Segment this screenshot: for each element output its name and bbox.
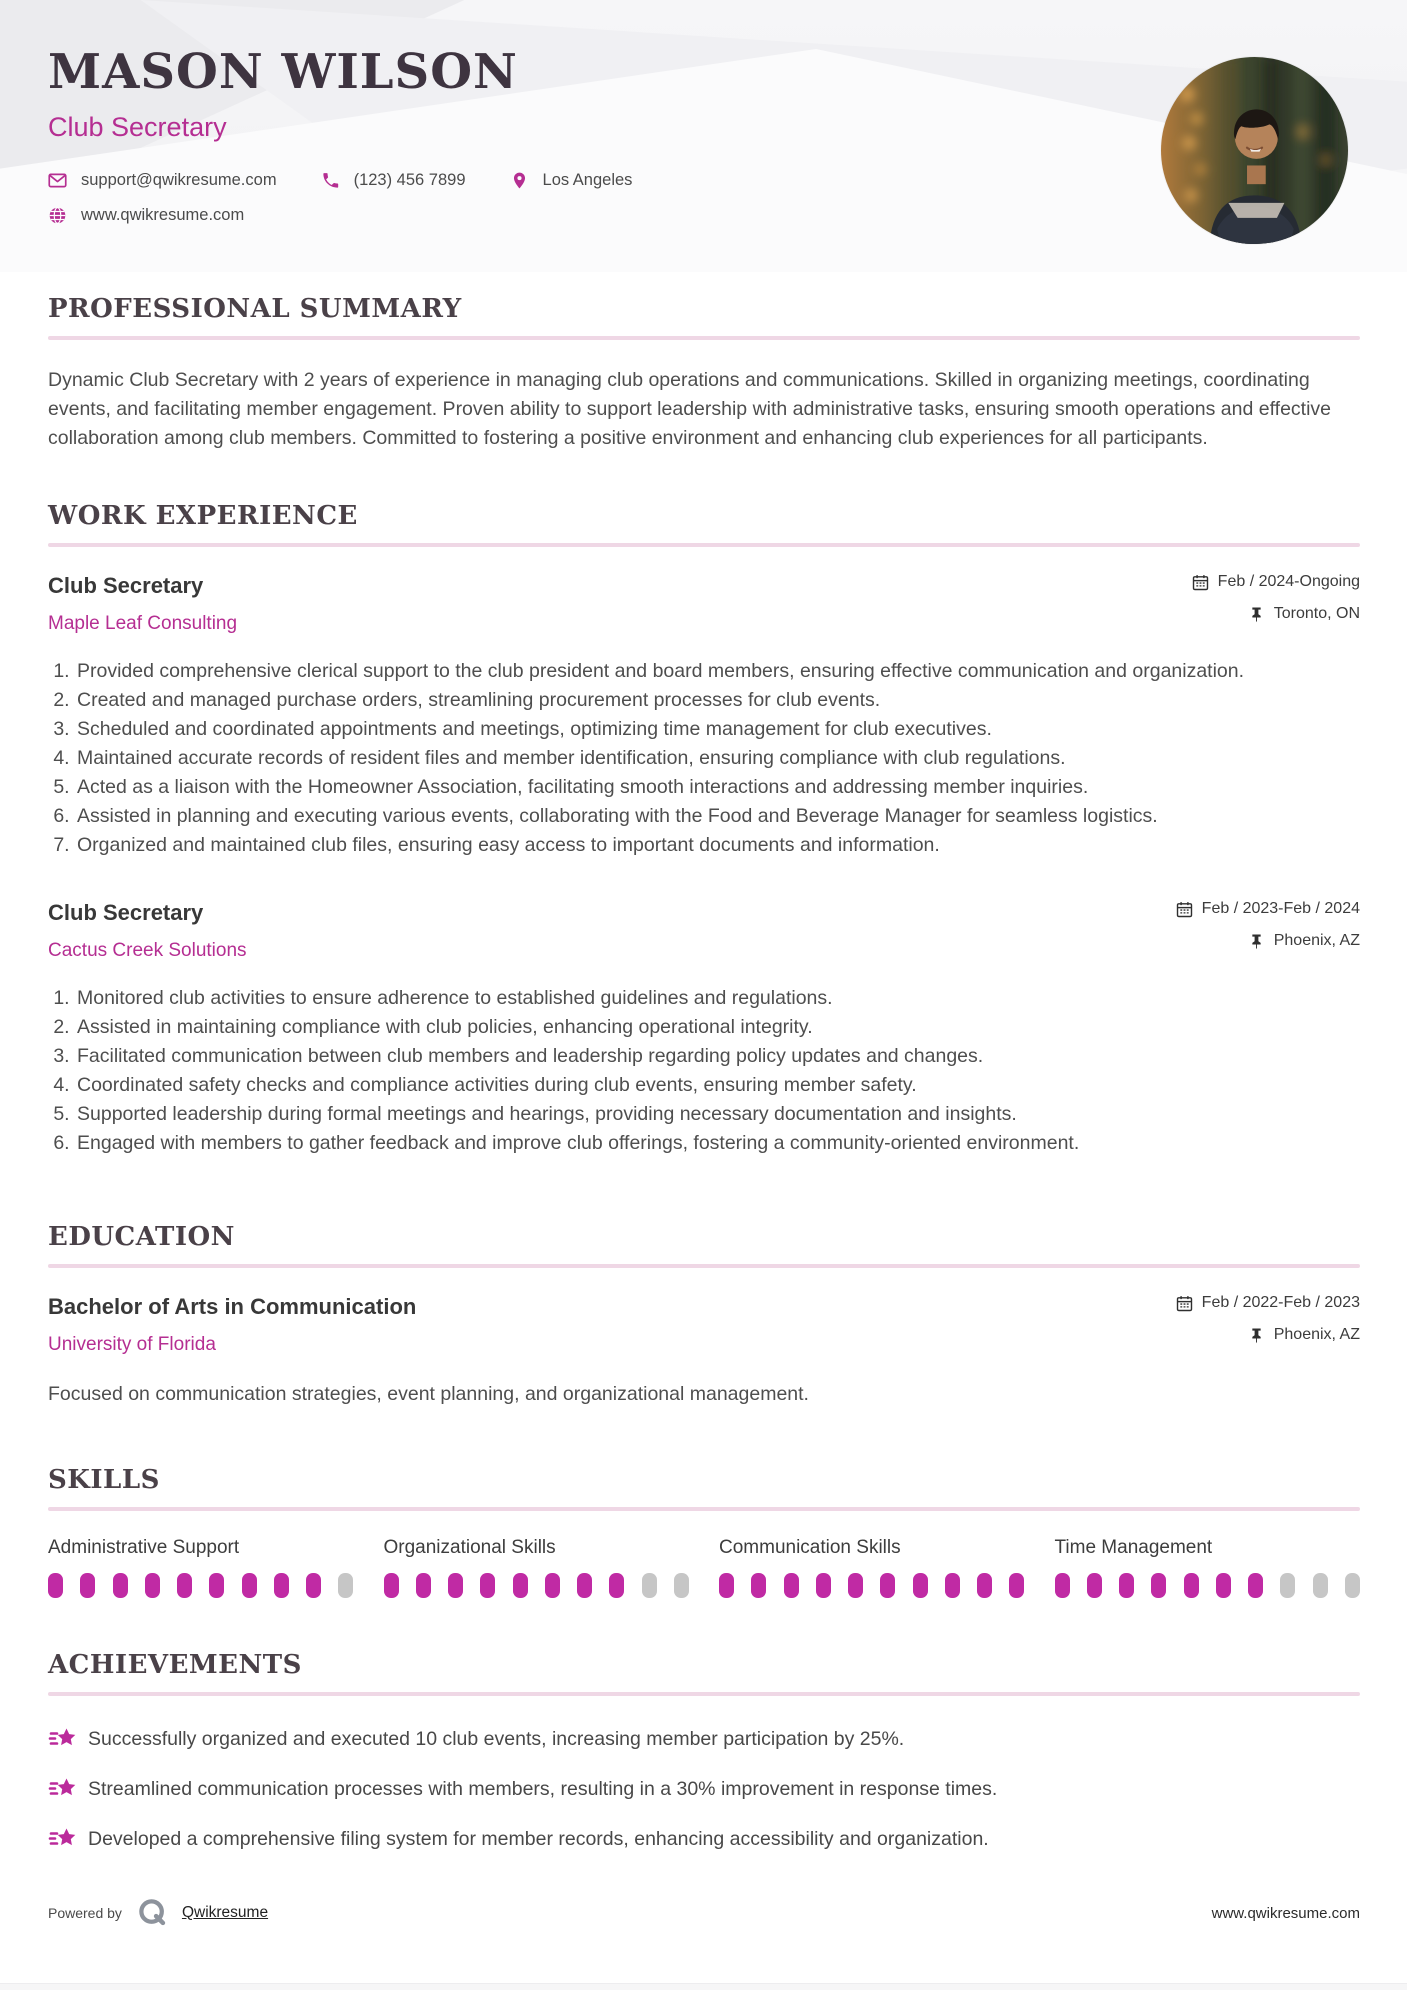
section-divider <box>48 543 1360 547</box>
job-title: Club Secretary <box>48 573 204 598</box>
section-divider <box>48 1507 1360 1511</box>
skill-dot <box>1248 1573 1263 1598</box>
powered-by-label: Powered by <box>48 1905 122 1921</box>
skill-dot <box>1151 1573 1166 1598</box>
skill-name: Time Management <box>1054 1537 1213 1558</box>
job-bullet: 4. Coordinated safety checks and compliance activities during club events, ensuring member safety. <box>75 1071 1360 1100</box>
skill-dot <box>113 1573 128 1598</box>
job-company: Cactus Creek Solutions <box>48 940 247 961</box>
skill-name: Organizational Skills <box>383 1537 556 1558</box>
skill-dot <box>784 1573 799 1598</box>
skill-dot <box>1087 1573 1102 1598</box>
school-name: University of Florida <box>48 1334 216 1355</box>
achievement-item: Developed a comprehensive filing system for member records, enhancing accessibility and organization. <box>48 1824 1360 1854</box>
skills-grid <box>48 1537 1360 1598</box>
skill-dot <box>977 1573 992 1598</box>
contact-website[interactable] <box>48 206 244 225</box>
skill-dot <box>145 1573 160 1598</box>
education-heading: EDUCATION <box>48 1222 235 1252</box>
person-name: MASON WILSON <box>48 44 518 100</box>
skill-item <box>1055 1537 1361 1598</box>
skill-dot <box>1184 1573 1199 1598</box>
skill-dot <box>306 1573 321 1598</box>
skill-dot <box>1216 1573 1231 1598</box>
person-job-title: Club Secretary <box>48 112 227 142</box>
job-bullet: 2. Assisted in maintaining compliance with club policies, enhancing operational integrity. <box>75 1013 1360 1042</box>
section-skills <box>48 1465 1360 1598</box>
section-education <box>48 1222 1360 1409</box>
skill-dot <box>1280 1573 1295 1598</box>
job-entry <box>48 900 1360 1158</box>
globe-icon <box>48 206 67 225</box>
header <box>0 0 1407 250</box>
skill-dot <box>80 1573 95 1598</box>
skill-dot <box>545 1573 560 1598</box>
bottom-strip <box>0 1983 1407 1990</box>
skill-dot <box>945 1573 960 1598</box>
phone-icon <box>321 171 340 190</box>
skill-dot <box>848 1573 863 1598</box>
achievement-item: Streamlined communication processes with members, resulting in a 30% improvement in response times. <box>48 1774 1360 1804</box>
skill-level-bar <box>48 1573 354 1598</box>
achievement-star-icon <box>48 1824 78 1854</box>
skill-level-bar <box>1055 1573 1361 1598</box>
skill-dot <box>448 1573 463 1598</box>
experience-heading: WORK EXPERIENCE <box>48 501 358 531</box>
job-bullet: 6. Engaged with members to gather feedback and improve club offerings, fostering a community-oriented environment. <box>75 1129 1360 1158</box>
skill-dot <box>913 1573 928 1598</box>
skill-dot <box>480 1573 495 1598</box>
resume-body <box>0 294 1407 1854</box>
degree-title: Bachelor of Arts in Communication <box>48 1294 417 1319</box>
skill-dot <box>719 1573 734 1598</box>
email-text: support@qwikresume.com <box>81 171 277 189</box>
skill-dot <box>642 1573 657 1598</box>
job-bullet: 3. Facilitated communication between club members and leadership regarding policy updates and changes. <box>75 1042 1360 1071</box>
achievement-star-icon <box>48 1774 78 1804</box>
website-text: www.qwikresume.com <box>81 206 245 224</box>
skill-dot <box>1009 1573 1024 1598</box>
job-entry <box>48 573 1360 860</box>
skill-item <box>48 1537 354 1598</box>
skill-dot <box>1119 1573 1134 1598</box>
skill-dot <box>880 1573 895 1598</box>
job-bullet-list <box>48 657 1360 860</box>
location-text: Los Angeles <box>542 171 633 189</box>
calendar-icon <box>1176 1295 1193 1312</box>
job-bullet: 2. Created and managed purchase orders, streamlining procurement processes for club events. <box>75 686 1360 715</box>
skill-dot <box>1055 1573 1070 1598</box>
skills-heading: SKILLS <box>48 1465 160 1495</box>
job-bullet-list <box>48 984 1360 1158</box>
job-location: Toronto, ON <box>1192 605 1360 623</box>
education-dates: Feb / 2022-Feb / 2023 <box>1176 1294 1360 1312</box>
job-dates: Feb / 2023-Feb / 2024 <box>1176 900 1360 918</box>
skill-dot <box>209 1573 224 1598</box>
job-company: Maple Leaf Consulting <box>48 613 238 634</box>
skill-dot <box>177 1573 192 1598</box>
skill-item <box>719 1537 1025 1598</box>
section-divider <box>48 1264 1360 1268</box>
education-entry <box>48 1294 1360 1409</box>
qwikresume-logo <box>136 1896 170 1930</box>
contact-email[interactable] <box>48 171 277 190</box>
job-bullet: 4. Maintained accurate records of resident files and member identification, ensuring compliance with club regulations. <box>75 744 1360 773</box>
job-bullet: 1. Monitored club activities to ensure adherence to established guidelines and regulations. <box>75 984 1360 1013</box>
skill-dot <box>751 1573 766 1598</box>
pushpin-icon <box>1248 933 1265 950</box>
skill-name: Communication Skills <box>719 1537 901 1558</box>
job-bullet: 6. Assisted in planning and executing various events, collaborating with the Food and Beverage Manager for seamless logistics. <box>75 802 1360 831</box>
footer-website: www.qwikresume.com <box>1211 1904 1360 1922</box>
achievement-star-icon <box>48 1724 78 1754</box>
education-location: Phoenix, AZ <box>1176 1326 1360 1344</box>
location-pin-icon <box>510 171 529 190</box>
contact-phone[interactable] <box>321 171 466 190</box>
skill-level-bar <box>719 1573 1025 1598</box>
email-icon <box>48 171 67 190</box>
calendar-icon <box>1192 574 1209 591</box>
job-bullet: 5. Acted as a liaison with the Homeowner Association, facilitating smooth interactions and addressing member inquiries. <box>75 773 1360 802</box>
phone-text: (123) 456 7899 <box>353 171 466 189</box>
skill-level-bar <box>384 1573 690 1598</box>
skill-dot <box>1345 1573 1360 1598</box>
skill-dot <box>338 1573 353 1598</box>
skill-dot <box>513 1573 528 1598</box>
section-work-experience <box>48 501 1360 1158</box>
qwikresume-link[interactable]: Qwikresume <box>181 1904 269 1921</box>
skill-dot <box>274 1573 289 1598</box>
job-bullet: 1. Provided comprehensive clerical support to the club president and board members, ensuring effective communication and organization. <box>75 657 1360 686</box>
job-title: Club Secretary <box>48 900 204 925</box>
achievements-heading: ACHIEVEMENTS <box>48 1650 302 1680</box>
job-bullet: 7. Organized and maintained club files, ensuring easy access to important documents and information. <box>75 831 1360 860</box>
achievements-list <box>48 1724 1360 1854</box>
skill-dot <box>1313 1573 1328 1598</box>
pushpin-icon <box>1248 1327 1265 1344</box>
skill-dot <box>242 1573 257 1598</box>
footer <box>48 1896 1360 1930</box>
section-divider <box>48 1692 1360 1696</box>
skill-name: Administrative Support <box>48 1537 240 1558</box>
section-divider <box>48 336 1360 340</box>
skill-dot <box>577 1573 592 1598</box>
skill-dot <box>816 1573 831 1598</box>
summary-text: Dynamic Club Secretary with 2 years of experience in managing club operations and communications. Skilled in organizing meetings, coordinating events, and facilitating member engagement. Proven ability to support leadership with administrative tasks, ensuring smooth operations and effective collaboration among club members. Committed to fostering a positive environment and enhancing club experiences for all participants. <box>48 369 1332 449</box>
skill-dot <box>674 1573 689 1598</box>
profile-photo <box>1161 57 1348 244</box>
section-achievements <box>48 1650 1360 1854</box>
pushpin-icon <box>1248 606 1265 623</box>
skill-dot <box>384 1573 399 1598</box>
job-dates: Feb / 2024-Ongoing <box>1192 573 1360 591</box>
skill-dot <box>48 1573 63 1598</box>
education-description: Focused on communication strategies, event planning, and organizational management. <box>48 1383 809 1405</box>
skill-item <box>384 1537 690 1598</box>
summary-heading: PROFESSIONAL SUMMARY <box>48 294 462 324</box>
job-bullet: 5. Supported leadership during formal meetings and hearings, providing necessary documentation and insights. <box>75 1100 1360 1129</box>
job-bullet: 3. Scheduled and coordinated appointments and meetings, optimizing time management for club executives. <box>75 715 1360 744</box>
contact-row-website <box>48 206 1360 225</box>
job-location: Phoenix, AZ <box>1176 932 1360 950</box>
skill-dot <box>416 1573 431 1598</box>
contact-location <box>510 171 633 190</box>
section-professional-summary <box>48 294 1360 453</box>
skill-dot <box>609 1573 624 1598</box>
achievement-item: Successfully organized and executed 10 club events, increasing member participation by 25%. <box>48 1724 1360 1754</box>
calendar-icon <box>1176 901 1193 918</box>
